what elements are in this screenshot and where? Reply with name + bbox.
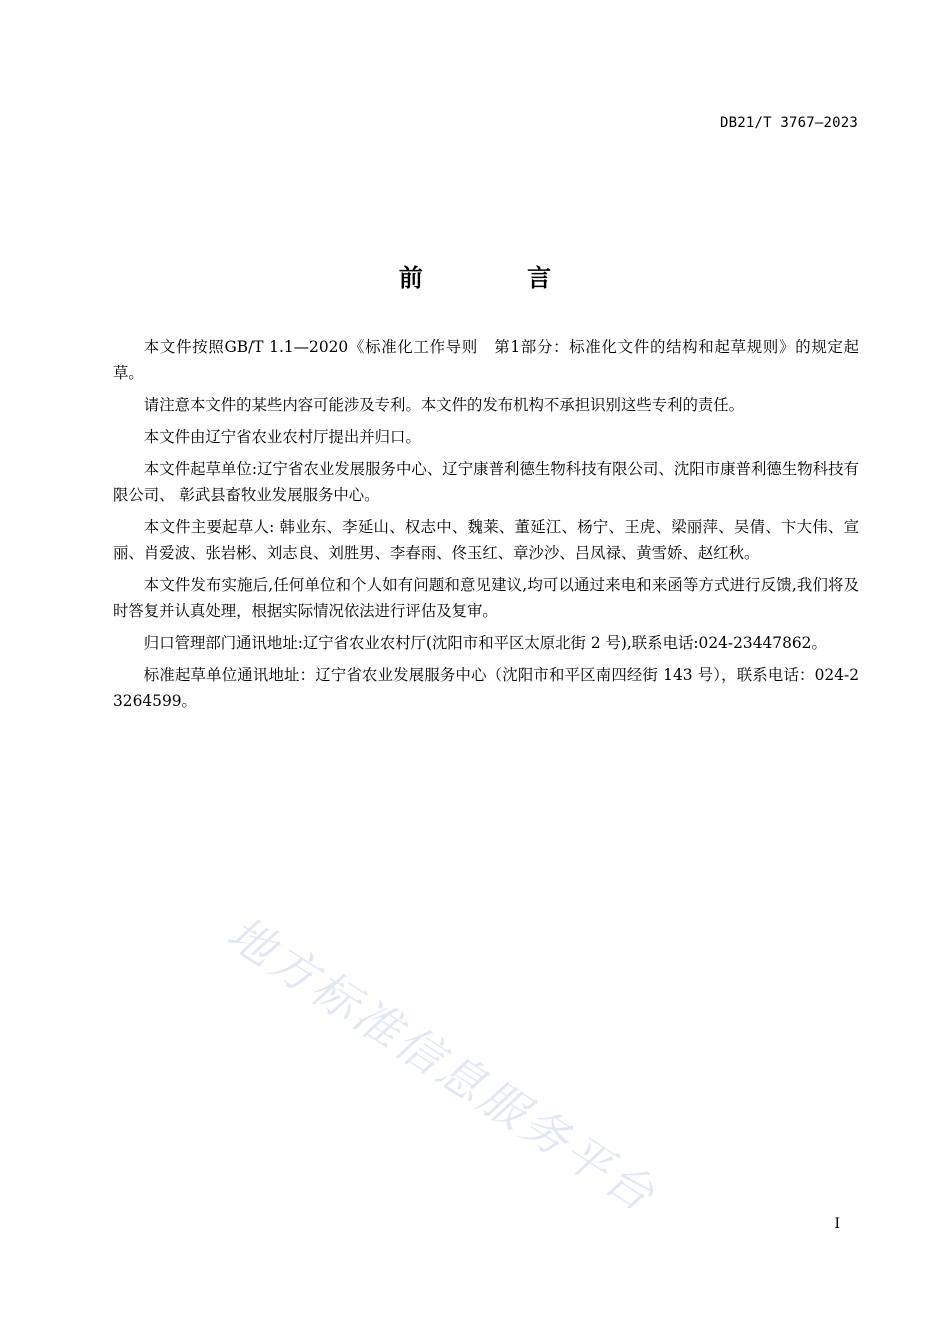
page-title: 前 言 <box>398 264 600 292</box>
paragraph-drafting-rules: 本文件按照GB/T 1.1—2020《标准化工作导则 第1部分：标准化文件的结构和起草规则》的规定起草。 <box>113 338 859 382</box>
paragraph-drafting-units: 本文件起草单位:辽宁省农业发展服务中心、辽宁康普利德生物科技有限公司、沈阳市康普利德生物科技有限公司、 彰武县畜牧业发展服务中心。 <box>113 460 859 504</box>
paragraph-patent-notice: 请注意本文件的某些内容可能涉及专利。本文件的发布机构不承担识别这些专利的责任。 <box>143 396 745 414</box>
watermark: 地方标准信息服务平台 <box>217 905 667 1224</box>
preface-body <box>113 334 859 720</box>
paragraph-proposer: 本文件由辽宁省农业农村厅提出并归口。 <box>143 428 421 446</box>
paragraph-feedback: 本文件发布实施后,任何单位和个人如有问题和意见建议,均可以通过来电和来函等方式进行反馈,我们将及时答复并认真处理，根据实际情况依法进行评估及复审。 <box>113 576 859 620</box>
paragraph-drafters: 本文件主要起草人: 韩业东、李延山、权志中、魏莱、董延江、杨宁、王虎、梁丽萍、吴倩、卞大伟、宣丽、肖爱波、张岩彬、刘志良、刘胜男、李春雨、佟玉红、章沙沙、吕凤禄、黄雪娇、赵红秋。 <box>113 518 859 562</box>
document-code: DB21/T 3767—2023 <box>719 115 858 131</box>
paragraph-drafting-unit-address: 标准起草单位通讯地址：辽宁省农业发展服务中心（沈阳市和平区南四经街 143 号），联系电话：024-23264599。 <box>113 666 859 710</box>
page-number: I <box>834 1216 840 1232</box>
paragraph-admin-address: 归口管理部门通讯地址:辽宁省农业农村厅(沈阳市和平区太原北街 2 号),联系电话:024-23447862。 <box>143 634 827 652</box>
